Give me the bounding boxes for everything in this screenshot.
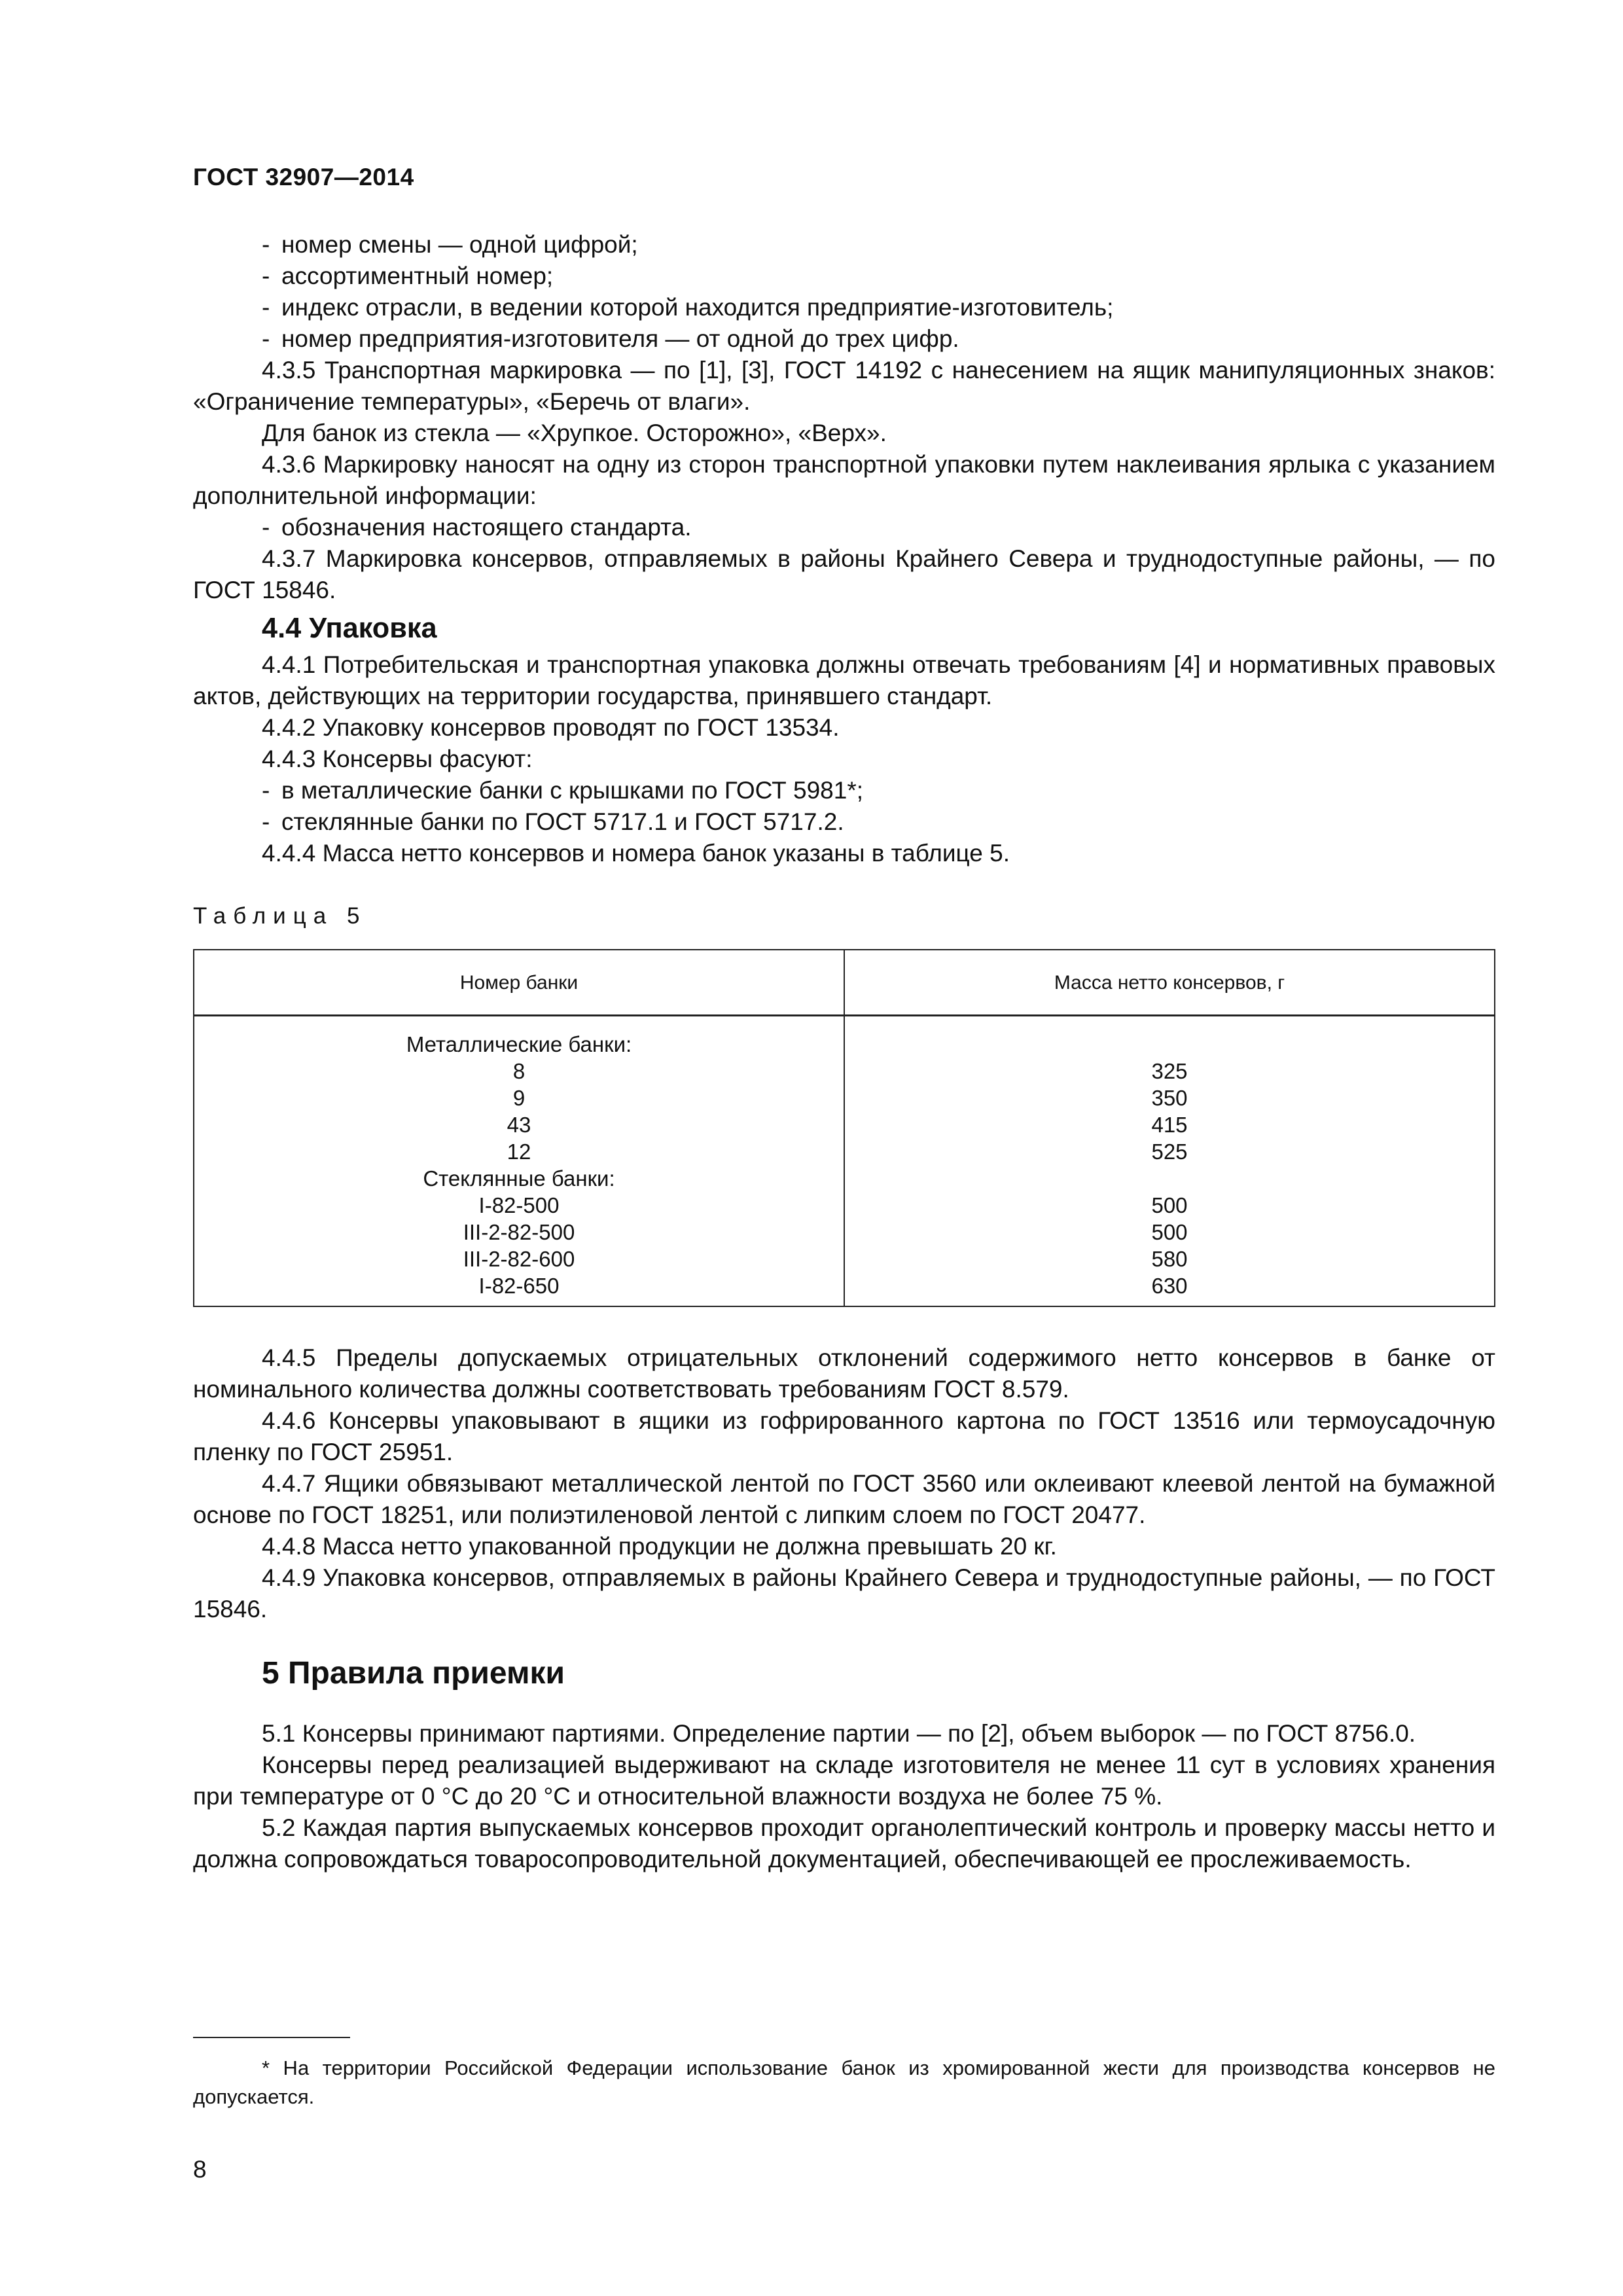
table-cell-net-mass: 500 bbox=[1151, 1220, 1188, 1244]
paragraph: Для банок из стекла — «Хрупкое. Осторожно», «Верх». bbox=[262, 420, 887, 446]
list-item bbox=[193, 229, 1495, 260]
table-cell-can-number: III-2-82-600 bbox=[463, 1247, 575, 1271]
list-item-text: в металлические банки с крышками по ГОСТ 5981*; bbox=[281, 777, 864, 804]
table-caption: Таблица 5 bbox=[193, 903, 367, 929]
list-dash: - bbox=[262, 231, 270, 258]
table-cell-net-mass: 500 bbox=[1151, 1193, 1188, 1217]
footnote: * На территории Российской Федерации использование банок из хромированной жести для производства консервов не допускается. bbox=[193, 2056, 1495, 2108]
list-dash: - bbox=[262, 262, 270, 289]
table-header-row bbox=[194, 950, 1495, 1016]
page-number: 8 bbox=[193, 2156, 207, 2183]
paragraph: 4.4.4 Масса нетто консервов и номера банок указаны в таблице 5. bbox=[262, 840, 1010, 867]
footnote-divider bbox=[193, 2037, 350, 2038]
table-cell-can-number: I-82-500 bbox=[478, 1193, 560, 1217]
table-cell-net-mass: 580 bbox=[1151, 1247, 1188, 1271]
table-cell-can-number: Стеклянные банки: bbox=[423, 1166, 615, 1191]
paragraph: 4.4.7 Ящики обвязывают металлической лентой по ГОСТ 3560 или оклеивают клеевой лентой на бумажной основе по ГОСТ 18251, или полиэтиленовой лентой с липким слоем по ГОСТ 20477. bbox=[193, 1470, 1495, 1528]
paragraph: Консервы перед реализацией выдерживают на складе изготовителя не менее 11 сут в условиях хранения при температуре от 0 °С до 20 °С и относительной влажности воздуха не более 75 %. bbox=[193, 1751, 1495, 1810]
table-cell-can-number: 9 bbox=[512, 1086, 526, 1110]
text-blocks-before-table bbox=[193, 229, 1495, 869]
list-item-text: номер смены — одной цифрой; bbox=[281, 231, 638, 258]
table-cell-can-number: 12 bbox=[507, 1139, 531, 1164]
paragraph: 4.4.3 Консервы фасуют: bbox=[262, 745, 533, 772]
list-item bbox=[193, 323, 1495, 355]
list-item-text: стеклянные банки по ГОСТ 5717.1 и ГОСТ 5717.2. bbox=[281, 808, 844, 835]
net-mass-column bbox=[844, 1016, 1495, 1307]
table-cell-can-number: 43 bbox=[507, 1113, 531, 1137]
list-item bbox=[193, 512, 1495, 543]
list-item bbox=[193, 775, 1495, 806]
column-header-net-mass: Масса нетто консервов, г bbox=[844, 950, 1495, 1016]
list-item-text: ассортиментный номер; bbox=[281, 262, 554, 289]
list-dash: - bbox=[262, 325, 270, 352]
table-cell-net-mass bbox=[845, 1031, 1494, 1058]
paragraph: 4.3.6 Маркировку наносят на одну из сторон транспортной упаковки путем наклеивания ярлыка с указанием дополнительной информации: bbox=[193, 451, 1495, 509]
section-heading: 5 Правила приемки bbox=[262, 1656, 565, 1691]
text-blocks-after-table bbox=[193, 1342, 1495, 1875]
document-body bbox=[193, 229, 1495, 1875]
list-item bbox=[193, 806, 1495, 838]
paragraph: 4.3.7 Маркировка консервов, отправляемых в районы Крайнего Севера и труднодоступные районы, — по ГОСТ 15846. bbox=[193, 545, 1495, 603]
list-item bbox=[193, 260, 1495, 292]
paragraph: 4.4.2 Упаковку консервов проводят по ГОСТ 13534. bbox=[262, 714, 840, 741]
paragraph: 4.4.9 Упаковка консервов, отправляемых в районы Крайнего Севера и труднодоступные районы, — по ГОСТ 15846. bbox=[193, 1564, 1495, 1623]
paragraph: 4.4.1 Потребительская и транспортная упаковка должны отвечать требованиям [4] и нормативных правовых актов, действующих на территории государства, принявшего стандарт. bbox=[193, 651, 1495, 709]
list-item-text: индекс отрасли, в ведении которой находится предприятие-изготовитель; bbox=[281, 294, 1114, 321]
table-cell-net-mass: 325 bbox=[1151, 1059, 1188, 1083]
table-cell-net-mass: 525 bbox=[1151, 1139, 1188, 1164]
paragraph: 4.4.6 Консервы упаковывают в ящики из гофрированного картона по ГОСТ 13516 или термоусадочную пленку по ГОСТ 25951. bbox=[193, 1407, 1495, 1465]
paragraph: 4.3.5 Транспортная маркировка — по [1], [3], ГОСТ 14192 с нанесением на ящик манипуляционных знаков: «Ограничение температуры», «Беречь от влаги». bbox=[193, 357, 1495, 415]
table-cell-net-mass: 415 bbox=[1151, 1113, 1188, 1137]
list-dash: - bbox=[262, 514, 270, 541]
paragraph: 4.4.5 Пределы допускаемых отрицательных отклонений содержимого нетто консервов в банке от номинального количества должны соответствовать требованиям ГОСТ 8.579. bbox=[193, 1344, 1495, 1403]
subsection-heading: 4.4 Упаковка bbox=[262, 613, 437, 644]
table-cell-net-mass bbox=[845, 1165, 1494, 1192]
list-item bbox=[193, 292, 1495, 323]
list-item-text: номер предприятия-изготовителя — от одной до трех цифр. bbox=[281, 325, 959, 352]
table-cell-can-number: I-82-650 bbox=[478, 1274, 560, 1298]
document-header: ГОСТ 32907—2014 bbox=[193, 164, 414, 190]
table-cell-can-number: 8 bbox=[512, 1059, 526, 1083]
can-number-column bbox=[194, 1016, 844, 1307]
table-cell-net-mass: 350 bbox=[1151, 1086, 1188, 1110]
list-dash: - bbox=[262, 777, 270, 804]
table-cell-net-mass: 630 bbox=[1151, 1274, 1188, 1298]
column-header-can-number: Номер банки bbox=[194, 950, 844, 1016]
paragraph: 5.2 Каждая партия выпускаемых консервов проходит органолептический контроль и проверку массы нетто и должна сопровождаться товаросопроводительной документацией, обеспечивающей ее прослеживаемость. bbox=[193, 1814, 1495, 1873]
list-dash: - bbox=[262, 294, 270, 321]
paragraph: 4.4.8 Масса нетто упакованной продукции не должна превышать 20 кг. bbox=[262, 1533, 1057, 1560]
paragraph: 5.1 Консервы принимают партиями. Определение партии — по [2], объем выборок — по ГОСТ 8756.0. bbox=[262, 1720, 1416, 1747]
table-cell-can-number: Металлические банки: bbox=[406, 1032, 632, 1056]
list-dash: - bbox=[262, 808, 270, 835]
table-body-row bbox=[194, 1016, 1495, 1307]
can-mass-table bbox=[193, 949, 1495, 1307]
table-cell-can-number: III-2-82-500 bbox=[463, 1220, 575, 1244]
list-item-text: обозначения настоящего стандарта. bbox=[281, 514, 692, 541]
